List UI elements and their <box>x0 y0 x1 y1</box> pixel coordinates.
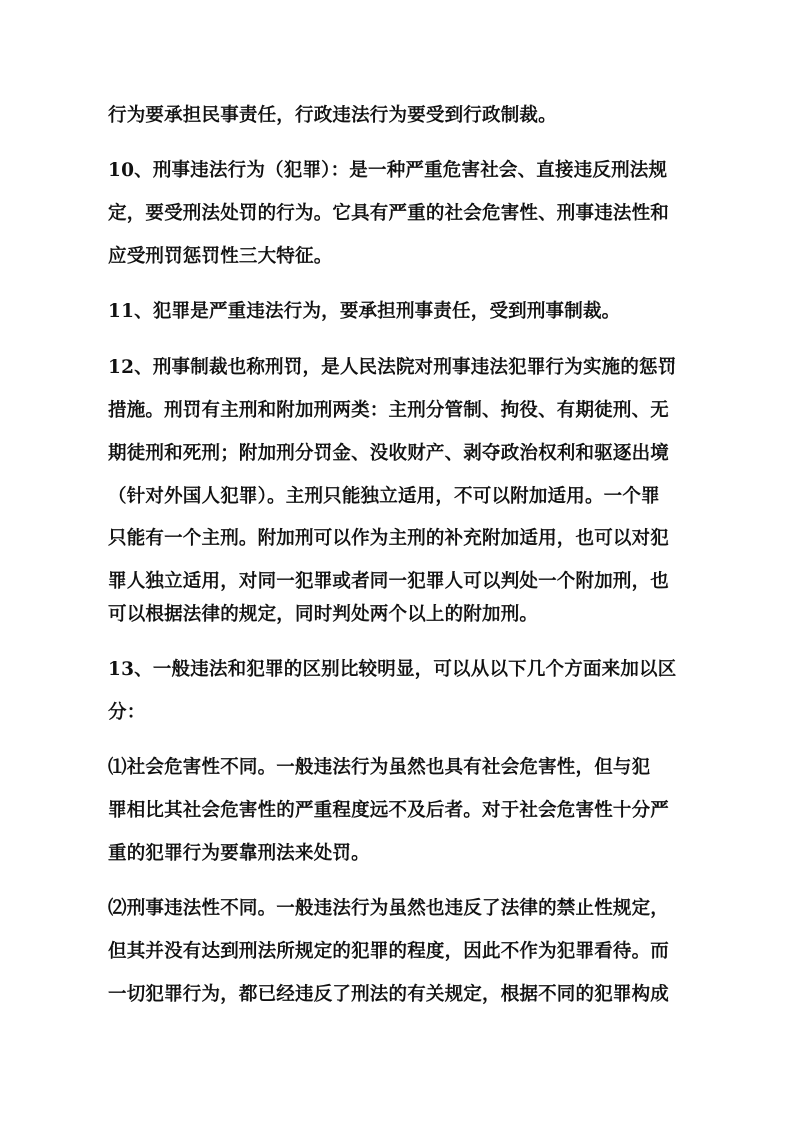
text-line: 罪相比其社会危害性的严重程度远不及后者。对于社会危害性十分严 <box>108 800 670 821</box>
text-line: 10、刑事违法行为（犯罪）：是一种严重危害社会、直接违反刑法规 <box>108 160 668 181</box>
text-line: 罪人独立适用，对同一犯罪或者同一犯罪人可以判处一个附加刑，也 <box>108 571 670 592</box>
text-line: 11、犯罪是严重违法行为，要承担刑事责任，受到刑事制裁。 <box>108 301 621 322</box>
text-line: ⑵刑事违法性不同。一般违法行为虽然也违反了法律的禁止性规定， <box>108 898 670 919</box>
text-line: （针对外国人犯罪）。主刑只能独立适用，不可以附加适用。一个罪 <box>108 486 660 507</box>
text-line: 只能有一个主刑。附加刑可以作为主刑的补充附加适用，也可以对犯 <box>108 528 670 549</box>
text-line: 应受刑罚惩罚性三大特征。 <box>108 246 333 267</box>
text-line: 重的犯罪行为要靠刑法来处罚。 <box>108 843 370 864</box>
text-line: 13、一般违法和犯罪的区别比较明显，可以从以下几个方面来加以区 <box>108 659 677 680</box>
text-line: 一切犯罪行为，都已经违反了刑法的有关规定，根据不同的犯罪构成 <box>108 984 670 1005</box>
text-line: 定，要受刑法处罚的行为。它具有严重的社会危害性、刑事违法性和 <box>108 203 670 224</box>
text-line: 分： <box>108 702 146 723</box>
text-line: 行为要承担民事责任，行政违法行为要受到行政制裁。 <box>108 105 557 126</box>
text-line: 期徒刑和死刑；附加刑分罚金、没收财产、剥夺政治权利和驱逐出境 <box>108 443 670 464</box>
text-line: 可以根据法律的规定，同时判处两个以上的附加刑。 <box>108 604 539 625</box>
text-line: 措施。刑罚有主刑和附加刑两类：主刑分管制、拘役、有期徒刑、无 <box>108 400 670 421</box>
text-line: 12、刑事制裁也称刑罚，是人民法院对刑事违法犯罪行为实施的惩罚 <box>108 357 677 378</box>
text-line: 但其并没有达到刑法所规定的犯罪的程度，因此不作为犯罪看待。而 <box>108 941 670 962</box>
text-line: ⑴社会危害性不同。一般违法行为虽然也具有社会危害性，但与犯 <box>108 757 651 778</box>
